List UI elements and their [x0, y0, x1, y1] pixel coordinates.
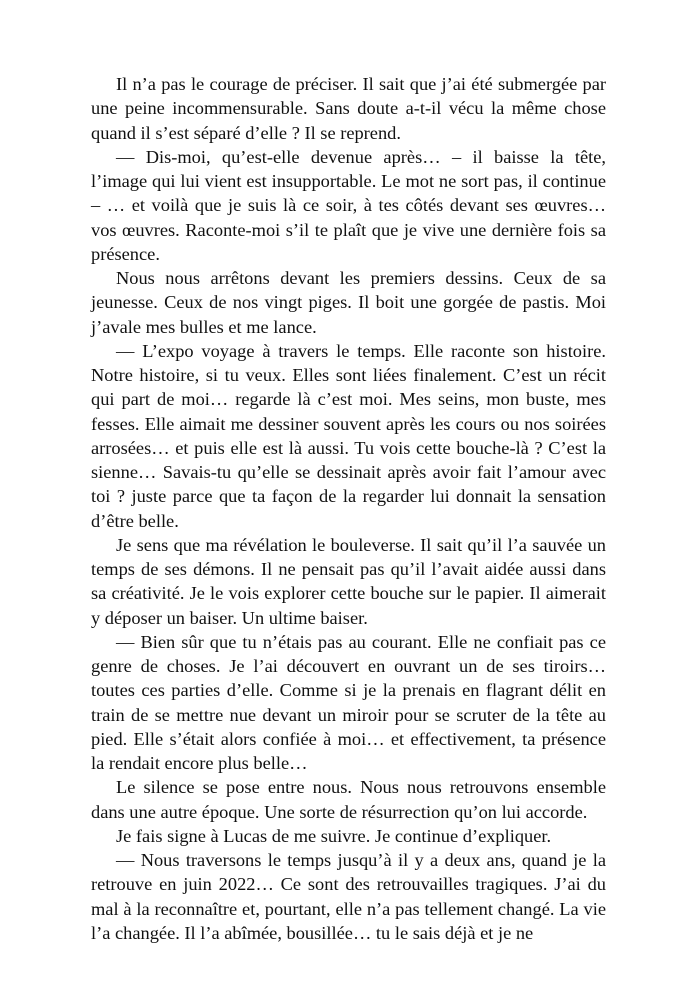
page-text [91, 72, 606, 945]
paragraph-8: Je fais signe à Lucas de me suivre. Je continue d’expliquer. [116, 825, 552, 846]
paragraph-6: — Bien sûr que tu n’étais pas au courant. Elle ne confiait pas ce genre de choses. Je l’ai découvert en ouvrant un de ses tiroirs… toutes ces parties d’elle. Comme si je la prenais en flagrant délit en train de se mettre nue devant un miroir pour se scruter de la tête au pied. Elle s’était alors confiée à moi… et effectivement, ta présence la rendait encore plus belle… [91, 631, 606, 773]
paragraph-3: Nous nous arrêtons devant les premiers dessins. Ceux de sa jeunesse. Ceux de nos vingt piges. Il boit une gorgée de pastis. Moi j’avale mes bulles et me lance. [91, 268, 606, 337]
paragraph-7: Le silence se pose entre nous. Nous nous retrouvons ensemble dans une autre époque. Une sorte de résurrection qu’on lui accorde. [91, 777, 606, 822]
paragraph-9: — Nous traversons le temps jusqu’à il y a deux ans, quand je la retrouve en juin 2022… Ce sont des retrouvailles tragiques. J’ai du mal à la reconnaître et, pourtant, elle n’a pas tellement changé. La vie l’a changée. Il l’a abîmée, bousillée… tu le sais déjà et je ne [91, 850, 606, 943]
paragraph-2: — Dis-moi, qu’est-elle devenue après… – il baisse la tête, l’image qui lui vient est insupportable. Le mot ne sort pas, il continue – … et voilà que je suis là ce soir, à tes côtés devant ses œuvres… vos œuvres. Raconte-moi s’il te plaît que je vive une dernière fois sa présence. [91, 146, 606, 264]
paragraph-5: Je sens que ma révélation le bouleverse. Il sait qu’il l’a sauvée un temps de ses démons. Il ne pensait pas qu’il l’avait aidée aussi dans sa créativité. Je le vois explorer cette bouche sur le papier. Il aimerait y déposer un baiser. Un ultime baiser. [91, 534, 606, 628]
paragraph-4: — L’expo voyage à travers le temps. Elle raconte son histoire. Notre histoire, si tu veux. Elles sont liées finalement. C’est un récit qui part de moi… regarde là c’est moi. Mes seins, mon buste, mes fesses. Elle aimait me dessiner souvent après les cours ou nos soirées arrosées… et puis elle est là aussi. Tu vois cette bouche-là ? C’est la sienne… Savais-tu qu’elle se dessinait après avoir fait l’amour avec toi ? juste parce que ta façon de la regarder lui donnait la sensation d’être belle. [91, 340, 606, 531]
paragraph-1: Il n’a pas le courage de préciser. Il sait que j’ai été submergée par une peine incommensurable. Sans doute a-t-il vécu la même chose quand il s’est séparé d’elle ? Il se reprend. [91, 74, 606, 143]
